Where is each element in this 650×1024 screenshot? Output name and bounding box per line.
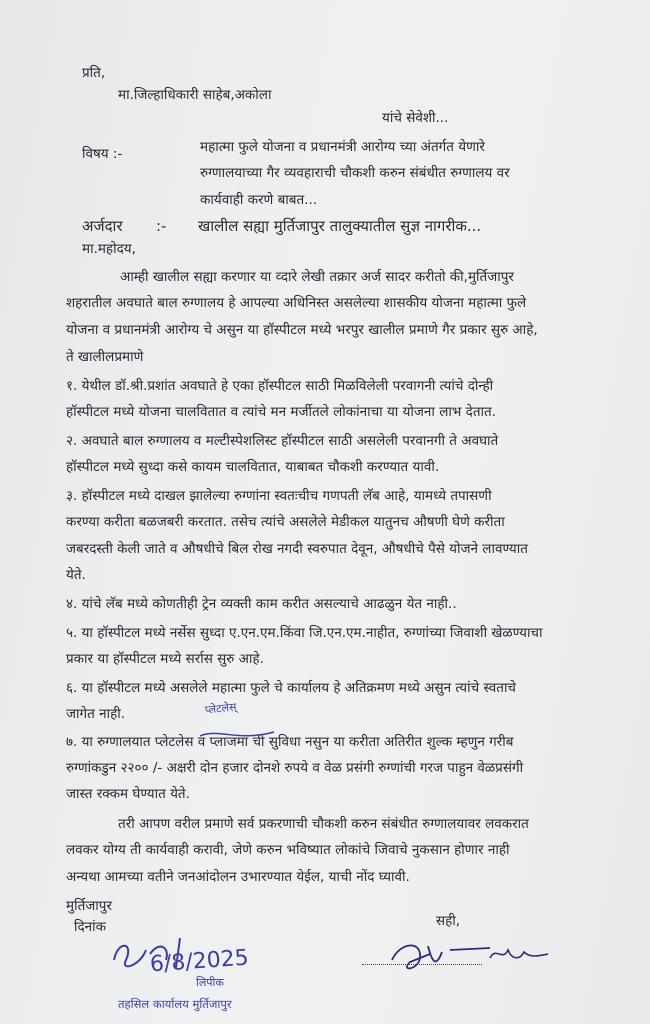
item-7-line-3: जास्त रक्कम घेण्यात येते. [66, 786, 190, 802]
subject-label: विषय :- [82, 146, 123, 162]
closing-line-2: लवकर योग्य ती कार्यवाही करावी, जेणे करुन भविष्यात लोकांचे जिवाचे नुकसान होणार नाही [66, 842, 510, 858]
item-2-line-2: हॉस्पीटल मध्ये सुध्दा कसे कायम चालवितात, याबाबत चौकशी करण्यात यावी. [66, 459, 440, 475]
body-line-4: ते खालीलप्रमाणे [66, 349, 144, 365]
salutation: मा.महोदय, [82, 241, 136, 257]
sign-label: सही, [436, 913, 461, 929]
body-line-3: योजना व प्रधानमंत्री आरोग्य चे असुन या हॉस्पीटल मध्ये भरपुर खालील प्रमाणे गैर प्रकार सुरु आहे, [66, 322, 538, 338]
body-line-1: आम्ही खालील सह्या करणार या व्दारे लेखी तक्रार अर्ज सादर करीतो की,मुर्तिजापुर [120, 269, 514, 285]
subject-line-1: महात्मा फुले योजना व प्रधानमंत्री आरोग्य च्या अंतर्गत येणारे [200, 139, 485, 155]
item-3-line-1: ३. हॉस्पीटल मध्ये दाखल झालेल्या रुग्णांना स्वतःचीच गणपती लॅब आहे, यामध्ये तपासणी [66, 488, 492, 504]
item-3-line-3: जबरदस्ती केली जाते व औषधीचे बिल रोख नगदी स्वरुपात देवून, औषधीचे पैसे योजने लावण्यात [66, 541, 528, 557]
item-5-line-2: प्रकार या हॉस्पीटल मध्ये सर्रास सुरु आहे. [66, 651, 264, 667]
body-line-2: शहरातील अवघाते बाल रुग्णालय हे आपल्या अधिनिस्त असलेल्या शासकीय योजना महात्मा फुले [66, 295, 527, 311]
place: मुर्तिजापुर [66, 898, 112, 914]
item-7-line-2: रुग्णांकडुन २२०० /- अक्षरी दोन हजार दोनशे रुपये व वेळ प्रसंगी रुग्णांची गरज पाहुन वेळप्रसंगी [66, 760, 524, 776]
item-6-line-2: जागेत नाही. [66, 706, 126, 722]
item-6-line-1: ६. या हॉस्पीटल मध्ये असलेले महात्मा फुले चे कार्यालय हे अतिक्रमण मध्ये असुन त्यांचे स्वताचे [66, 680, 517, 696]
handwritten-note: प्लेटलेस् [204, 700, 238, 717]
subject-line-2: रुग्णालयाच्या गैर व्यवहाराची चौकशी करुन संबंधीत रुग्णालय वर [200, 165, 510, 181]
subject-line-3: कार्यवाही करणे बाबत... [200, 192, 318, 208]
stamp-line-2: तहसिल कार्यालय मुर्तिजापुर [118, 997, 232, 1011]
item-1-line-2: हॉस्पीटल मध्ये योजना चालवितात व त्यांचे मन मर्जीतले लोकांनाचा या योजना लाभ देतात. [66, 404, 496, 420]
stamp-line-1: लिपीक [196, 976, 224, 989]
signature-line [362, 964, 482, 965]
applicant-text: खालील सह्या मुर्तिजापुर तालुक्यातील सुज्ञ नागरीक... [198, 217, 482, 235]
stamp-date: 6/8/2025 [149, 945, 250, 978]
date-label: दिनांक [74, 919, 107, 935]
closing-line-3: अन्यथा आमच्या वतीने जनआंदोलन उभारण्यात येईल, याची नोंद घ्यावी. [66, 869, 410, 885]
item-1-line-1: १. येथील डॉ.श्री.प्रशांत अवघाते हे एका हॉस्पीटल साठी मिळविलेली परवागनी त्यांचे दोन्ही [66, 378, 494, 394]
item-3-line-4: येते. [66, 567, 86, 583]
addressee: मा.जिल्हाधिकारी साहेब,अकोला [118, 87, 272, 103]
applicant-sep: :- [156, 217, 167, 235]
signature [370, 932, 560, 982]
strike-through-scribble [198, 724, 278, 744]
closing-line-1: तरी आपण वरील प्रमाणे सर्व प्रकरणाची चौकशी करुन संबंधीत रुग्णालयावर लवकरात [118, 816, 529, 832]
applicant-label: अर्जदार [82, 217, 123, 235]
to-line: प्रति, [82, 65, 106, 81]
item-4-line-1: ४. यांचे लॅब मध्ये कोणतीही ट्रेन व्यक्ती काम करीत असल्याचे आढळुन येत नाही.. [66, 596, 457, 612]
item-5-line-1: ५. या हॉस्पीटल मध्ये नर्सेस सुध्दा ए.एन.एम.किंवा जि.एन.एम.नाहीत, रुग्णांच्या जिवाशी खेळण्याचा [66, 625, 543, 641]
service-line: यांचे सेवेशी... [382, 110, 449, 126]
item-7-line-1: ७. या रुग्णालयात प्लेटलेस व प्लाजमा ची सुविधा नसुन या करीता अतिरीत शुल्क म्हणुन गरीब [66, 734, 514, 750]
item-2-line-1: २. अवघाते बाल रुग्णालय व मल्टीस्पेशलिस्ट हॉस्पीटल साठी असलेली परवानगी ते अवघाते [66, 433, 499, 449]
item-3-line-2: करण्या करीता बळजबरी करतात. तसेच त्यांचे असलेले मेडीकल यातुनच औषणी घेणे करीता [66, 514, 505, 530]
